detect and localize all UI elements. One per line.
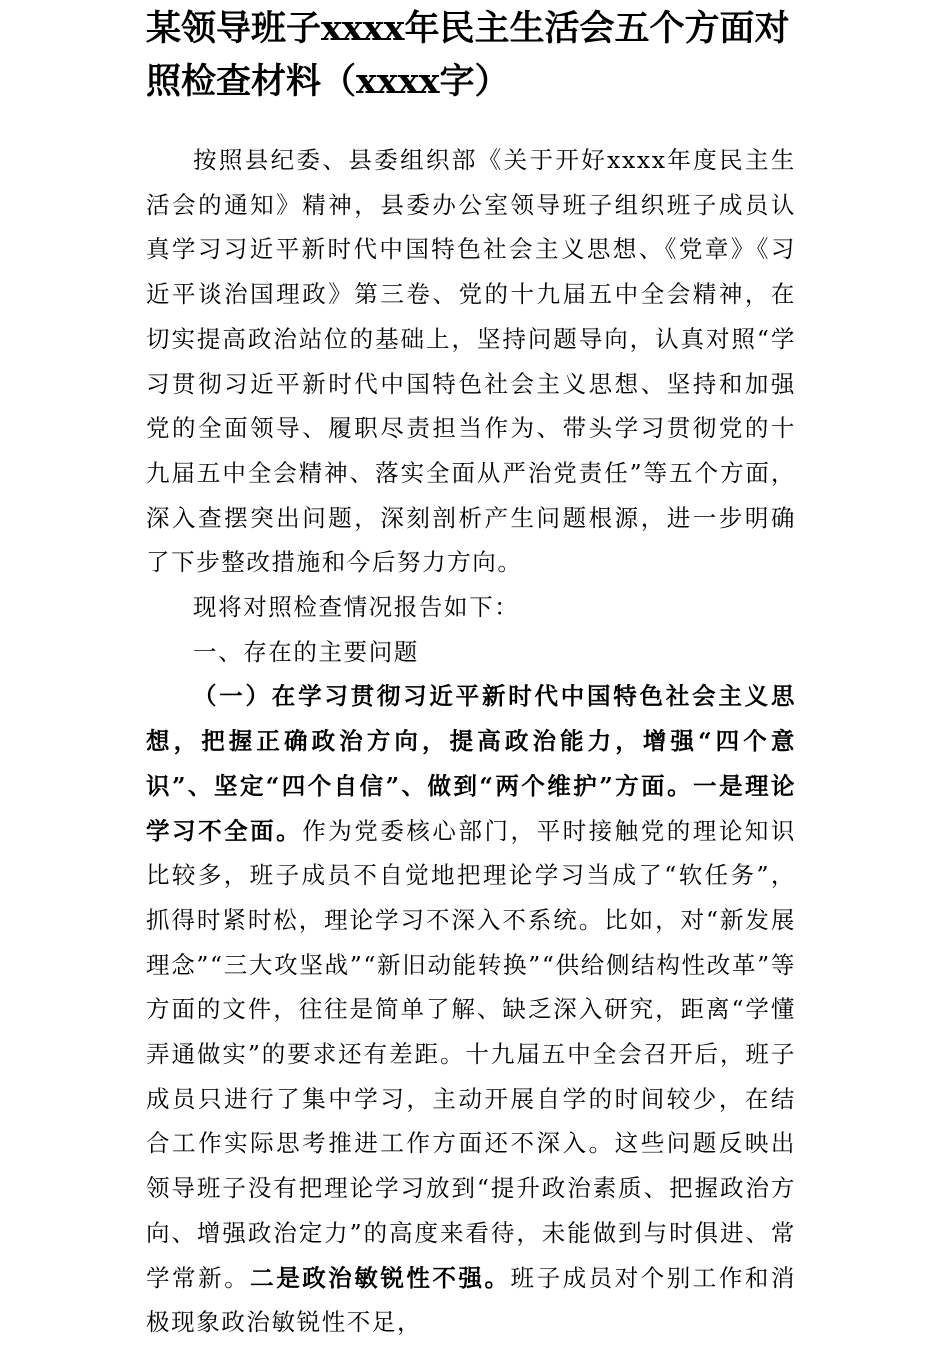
- intro-paragraph: 按照县纪委、县委组织部《关于开好xxxx年度民主生活会的通知》精神，县委办公室领导班子组织班子成员认真学习习近平新时代中国特色社会主义思想、《党章》《习近平谈治国理政》第三卷、党的十九届五中全会精神，在切实提高政治站位的基础上，坚持问题导向，认真对照“学习贯彻习近平新时代中国特色社会主义思想、坚持和加强党的全面领导、履职尽责担当作为、带头学习贯彻党的十九届五中全会精神、落实全面从严治党责任”等五个方面，深入查摆突出问题，深刻剖析产生问题根源，进一步明确了下步整改措施和今后努力方向。: [146, 146, 796, 577]
- document-body: [146, 138, 796, 1345]
- point-one-label: 一是理论学习不全面。: [146, 771, 796, 845]
- subsection-paragraph: [146, 674, 796, 1345]
- subsection-heading: （一）在学习贯彻习近平新时代中国特色社会主义思想，把握正确政治方向，提高政治能力，增强“四个意识”、坚定“四个自信”、做到“两个维护”方面。: [146, 682, 796, 800]
- report-intro-paragraph: 现将对照检查情况报告如下：: [193, 593, 520, 622]
- document-title: 某领导班子xxxx年民主生活会五个方面对照检查材料（xxxx字）: [146, 8, 790, 102]
- point-two-label: 二是政治敏锐性不强。: [250, 1263, 511, 1292]
- point-two-text: 班子成员对个别工作和消极现象政治敏锐性不足，: [146, 1263, 796, 1337]
- section-heading: 一、存在的主要问题: [193, 637, 419, 666]
- point-one-text: 作为党委核心部门，平时接触党的理论知识比较多，班子成员不自觉地把理论学习当成了“软任务”，抓得时紧时松，理论学习不深入不系统。比如，对“新发展理念”“三大攻坚战”“新旧动能转换”“供给侧结构性改革”等方面的文件，往往是简单了解、缺乏深入研究，距离“学懂弄通做实”的要求还有差距。十九届五中全会召开后，班子成员只进行了集中学习，主动开展自学的时间较少，在结合工作实际思考推进工作方面还不深入。这些问题反映出领导班子没有把理论学习放到“提升政治素质、把握政治方向、增强政治定力”的高度来看待，未能做到与时俱进、常学常新。: [146, 816, 796, 1292]
